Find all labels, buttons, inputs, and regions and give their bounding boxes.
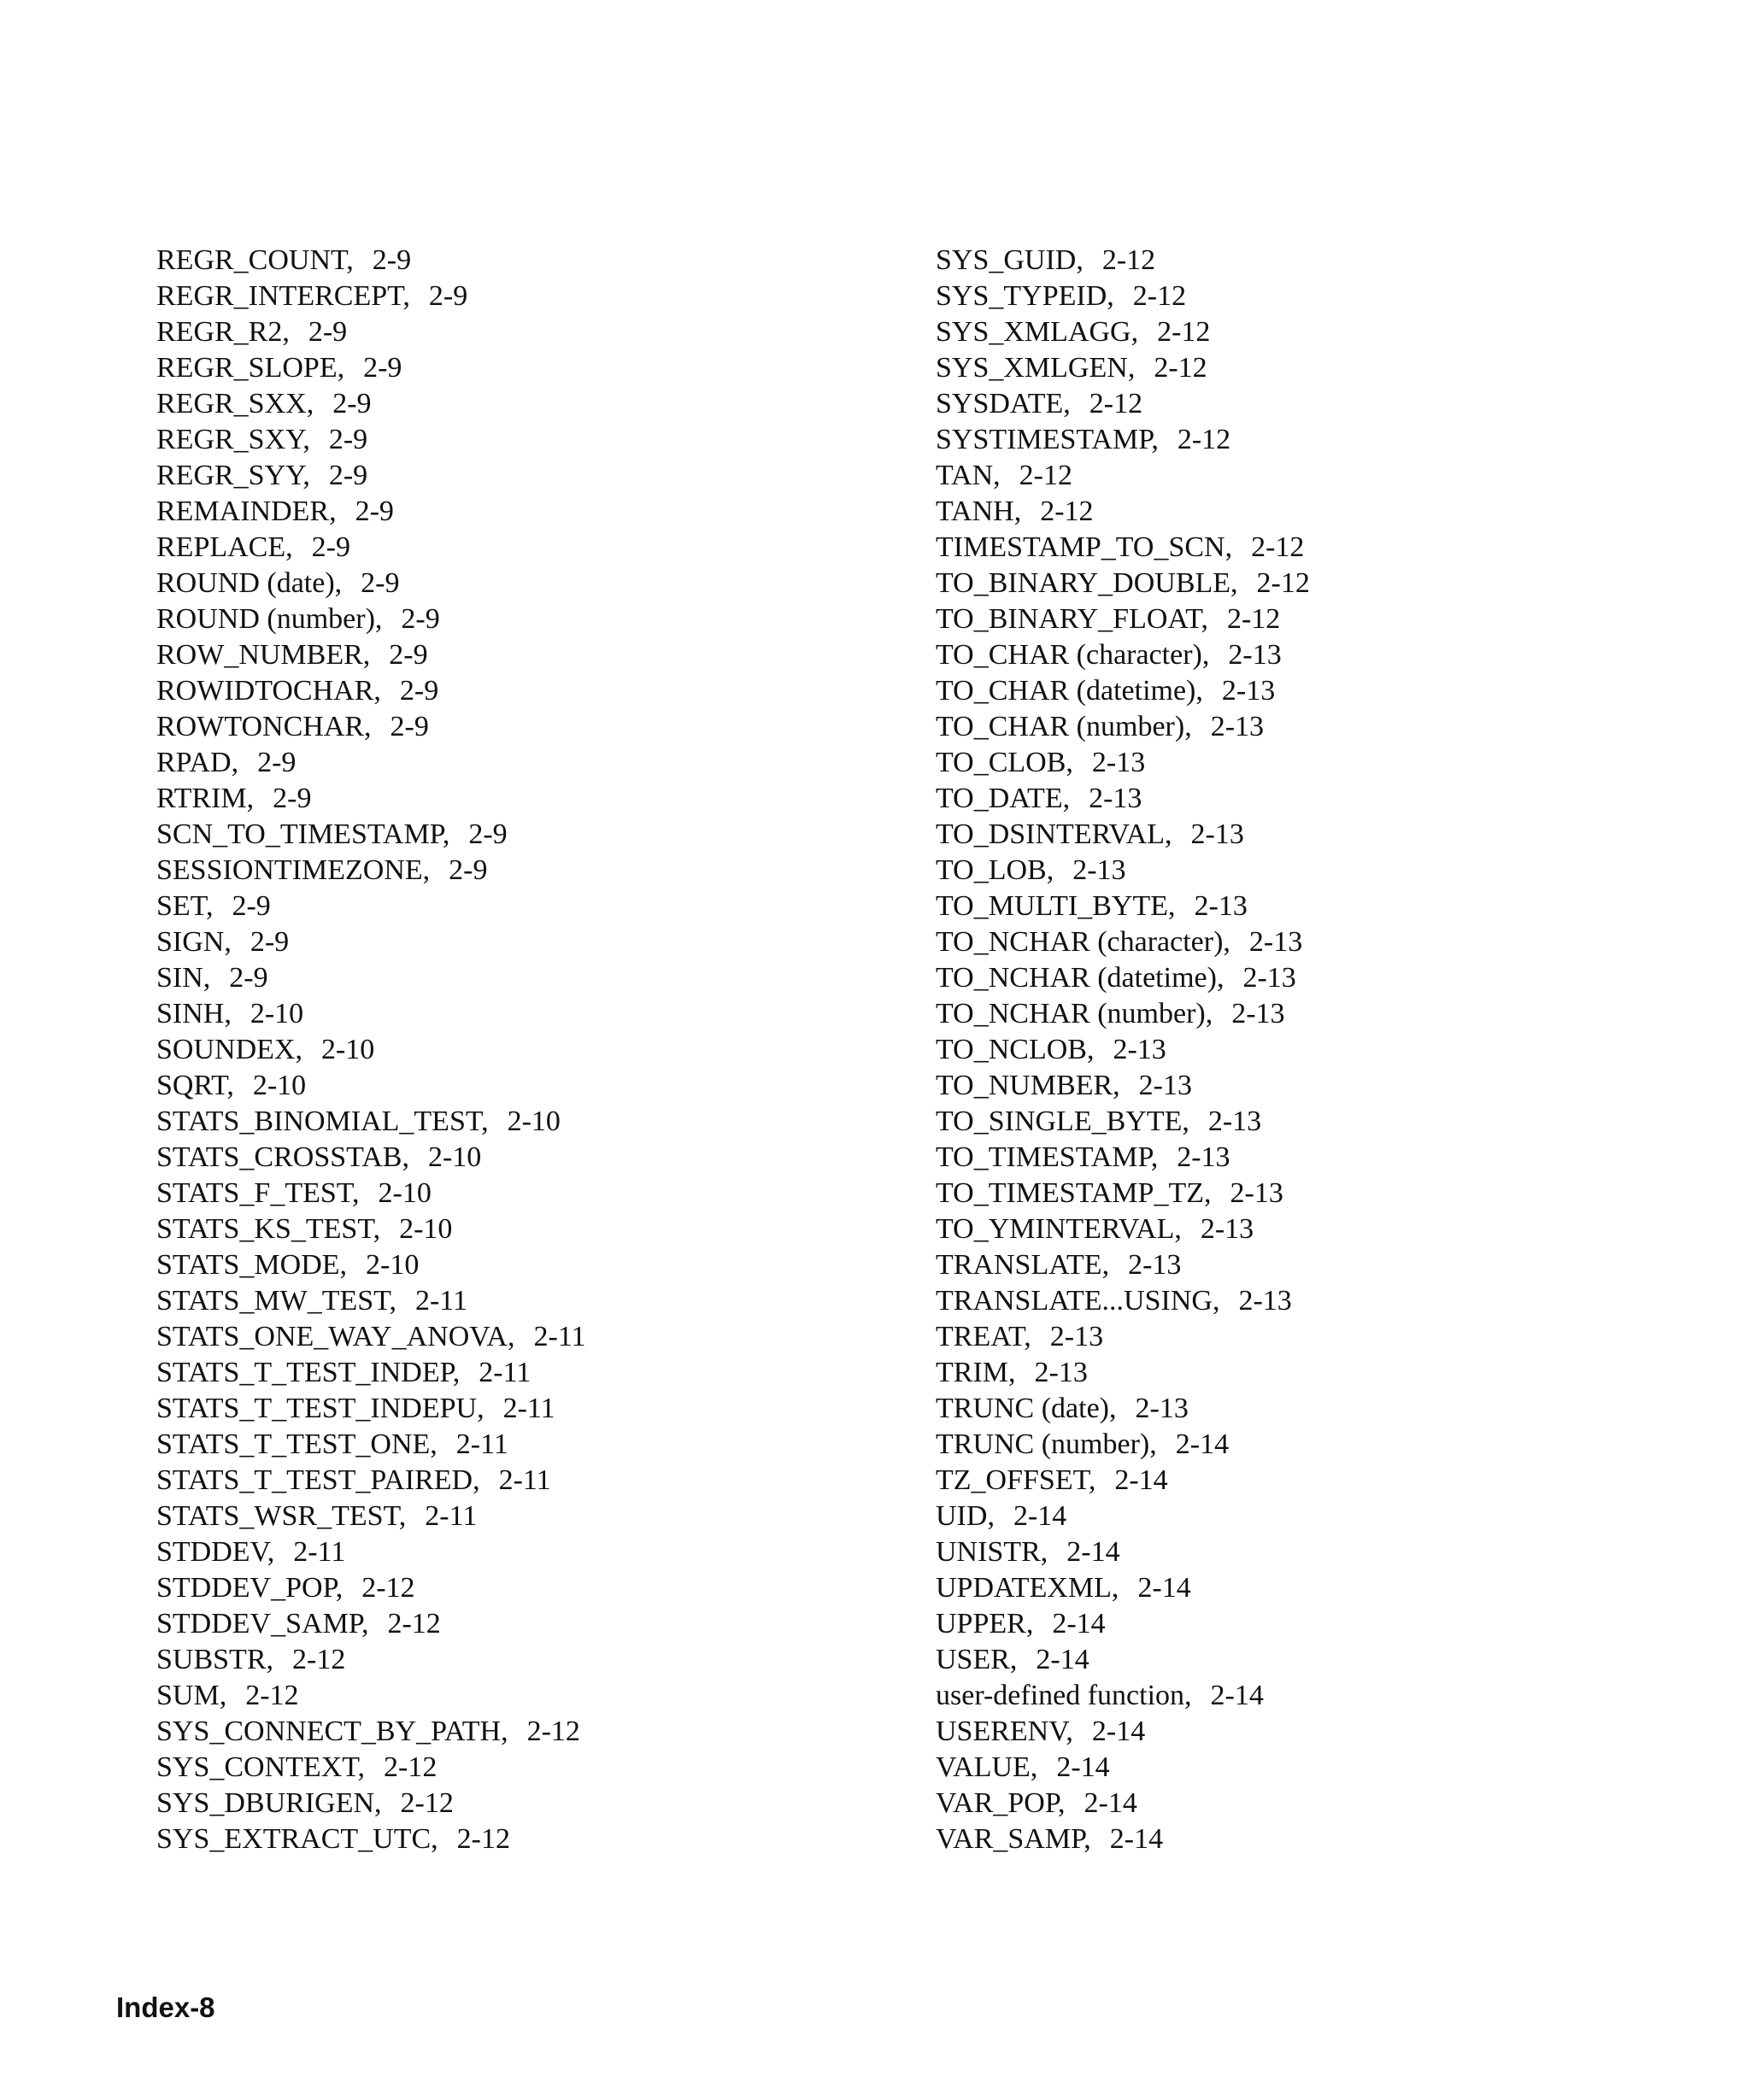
index-term: TO_NUMBER <box>936 1070 1113 1101</box>
index-entry: SINH, 2-10 <box>156 998 304 1029</box>
index-entry: SET, 2-9 <box>156 890 271 922</box>
index-page-ref[interactable]: 2-11 <box>479 1357 531 1388</box>
index-term: STDDEV_SAMP <box>156 1608 361 1640</box>
index-page-ref[interactable]: 2-9 <box>399 675 439 707</box>
index-page-ref[interactable]: 2-12 <box>384 1751 438 1783</box>
index-term: STATS_T_TEST_PAIRED <box>156 1464 473 1496</box>
index-entry: STATS_MW_TEST, 2-11 <box>156 1285 467 1317</box>
index-entry: TO_CLOB, 2-13 <box>936 747 1146 778</box>
index-term: REGR_R2 <box>156 316 283 348</box>
index-page-ref[interactable]: 2-9 <box>273 783 312 814</box>
index-entry: UNISTR, 2-14 <box>936 1536 1120 1568</box>
index-term: SYSTIMESTAMP <box>936 424 1152 455</box>
index-page-ref[interactable]: 2-13 <box>1091 747 1146 778</box>
index-entry: SYS_CONNECT_BY_PATH, 2-12 <box>156 1716 580 1747</box>
index-page-ref[interactable]: 2-12 <box>1089 388 1143 419</box>
index-term: STDDEV <box>156 1536 267 1568</box>
index-page-ref[interactable]: 2-13 <box>1207 1106 1262 1137</box>
index-entry: TO_BINARY_DOUBLE, 2-12 <box>936 567 1310 599</box>
index-term: UPDATEXML <box>936 1572 1112 1604</box>
index-page-ref[interactable]: 2-13 <box>1138 1070 1192 1101</box>
index-term: TO_YMINTERVAL <box>936 1213 1175 1245</box>
index-column-left <box>156 243 586 1857</box>
index-entry: STATS_ONE_WAY_ANOVA, 2-11 <box>156 1321 586 1352</box>
index-term: UID <box>936 1500 988 1532</box>
index-term: STATS_MODE <box>156 1249 340 1281</box>
index-entry: SYS_TYPEID, 2-12 <box>936 280 1187 312</box>
index-entry: ROWTONCHAR, 2-9 <box>156 711 429 742</box>
index-entry: REGR_SLOPE, 2-9 <box>156 352 402 384</box>
index-page-ref[interactable]: 2-9 <box>250 926 290 958</box>
index-term: TRIM <box>936 1357 1008 1388</box>
index-entry: TO_TIMESTAMP_TZ, 2-13 <box>936 1177 1283 1209</box>
index-term: STATS_ONE_WAY_ANOVA <box>156 1321 508 1352</box>
index-page-ref[interactable]: 2-11 <box>498 1464 551 1496</box>
index-entry: STDDEV_POP, 2-12 <box>156 1572 415 1604</box>
index-term: SYS_TYPEID <box>936 280 1107 312</box>
index-term: REGR_SLOPE <box>156 352 338 384</box>
index-term: TO_LOB <box>936 854 1047 886</box>
index-entry: STATS_F_TEST, 2-10 <box>156 1177 432 1209</box>
index-entry: REPLACE, 2-9 <box>156 531 350 563</box>
index-page-ref[interactable]: 2-14 <box>1056 1751 1110 1783</box>
index-page-ref[interactable]: 2-14 <box>1052 1608 1106 1640</box>
index-term: SESSIONTIMEZONE <box>156 854 423 886</box>
index-entry: ROW_NUMBER, 2-9 <box>156 639 428 671</box>
index-term: SIN <box>156 962 203 994</box>
index-entry: UID, 2-14 <box>936 1500 1067 1532</box>
index-page-ref[interactable]: 2-13 <box>1230 1177 1283 1209</box>
index-page-ref[interactable]: 2-14 <box>1036 1644 1089 1675</box>
index-term: VAR_SAMP <box>936 1823 1084 1855</box>
index-page-ref[interactable]: 2-9 <box>257 747 297 778</box>
index-page-ref[interactable]: 2-11 <box>414 1285 467 1317</box>
index-page-ref[interactable]: 2-13 <box>1177 1141 1230 1173</box>
index-term: REGR_INTERCEPT <box>156 280 403 312</box>
index-entry: TIMESTAMP_TO_SCN, 2-12 <box>936 531 1305 563</box>
index-entry: SOUNDEX, 2-10 <box>156 1034 375 1065</box>
index-page-ref[interactable]: 2-14 <box>1109 1823 1164 1855</box>
index-page-ref[interactable]: 2-12 <box>1154 352 1207 384</box>
index-entry: ROWIDTOCHAR, 2-9 <box>156 675 439 707</box>
index-entry: TO_DSINTERVAL, 2-13 <box>936 818 1244 850</box>
index-entry: USERENV, 2-14 <box>936 1716 1146 1747</box>
index-term: TO_SINGLE_BYTE <box>936 1106 1183 1137</box>
index-term: SOUNDEX <box>156 1034 296 1065</box>
index-page-ref[interactable]: 2-10 <box>507 1106 561 1137</box>
index-term: STATS_WSR_TEST <box>156 1500 399 1532</box>
index-entry: USER, 2-14 <box>936 1644 1089 1675</box>
page-footer-label: Index-8 <box>116 1991 215 2023</box>
index-entry: TANH, 2-12 <box>936 496 1094 527</box>
index-term: SUBSTR <box>156 1644 267 1675</box>
index-term: USER <box>936 1644 1010 1675</box>
index-entry: SYS_DBURIGEN, 2-12 <box>156 1787 454 1819</box>
index-entry: TRANSLATE...USING, 2-13 <box>936 1285 1292 1317</box>
index-entry: SYSTIMESTAMP, 2-12 <box>936 424 1231 455</box>
index-term: REGR_SXY <box>156 424 303 455</box>
index-page-ref[interactable]: 2-13 <box>1200 1213 1254 1245</box>
index-term: TO_TIMESTAMP <box>936 1141 1151 1173</box>
index-page-ref[interactable]: 2-11 <box>425 1500 478 1532</box>
index-page-ref[interactable]: 2-9 <box>311 531 350 563</box>
index-page-ref[interactable]: 2-12 <box>292 1644 346 1675</box>
index-term: SYSDATE <box>936 388 1064 419</box>
index-page-ref[interactable]: 2-10 <box>252 1070 307 1101</box>
index-term: RTRIM <box>156 783 247 814</box>
index-entry: TO_LOB, 2-13 <box>936 854 1126 886</box>
index-entry: user-defined function, 2-14 <box>936 1680 1264 1711</box>
index-entry: TRANSLATE, 2-13 <box>936 1249 1182 1281</box>
index-entry: SIN, 2-9 <box>156 962 268 994</box>
index-entry: SQRT, 2-10 <box>156 1070 307 1101</box>
index-entry: SIGN, 2-9 <box>156 926 290 958</box>
index-term: TREAT <box>936 1321 1025 1352</box>
index-column-right <box>936 243 1310 1857</box>
index-page-ref[interactable]: 2-14 <box>1114 1464 1168 1496</box>
index-entry: SUM, 2-12 <box>156 1680 299 1711</box>
index-term: TRANSLATE...USING <box>936 1285 1213 1317</box>
index-term: TO_CHAR (datetime) <box>936 675 1196 707</box>
index-page-ref[interactable]: 2-13 <box>1228 639 1282 671</box>
index-term: ROUND (date) <box>156 567 335 599</box>
index-page-ref[interactable]: 2-9 <box>332 388 372 419</box>
index-entry: SESSIONTIMEZONE, 2-9 <box>156 854 488 886</box>
index-term: TO_BINARY_FLOAT <box>936 603 1201 635</box>
index-page-ref[interactable]: 2-12 <box>1040 496 1094 527</box>
index-term: TO_NCLOB <box>936 1034 1087 1065</box>
index-term: TO_TIMESTAMP_TZ <box>936 1177 1204 1209</box>
index-term: TO_CLOB <box>936 747 1066 778</box>
index-term: REGR_SYY <box>156 460 303 491</box>
index-term: TO_BINARY_DOUBLE <box>936 567 1231 599</box>
index-entry: TO_CHAR (character), 2-13 <box>936 639 1282 671</box>
index-entry: TRIM, 2-13 <box>936 1357 1088 1388</box>
index-term: STATS_MW_TEST <box>156 1285 390 1317</box>
index-term: REGR_SXX <box>156 388 307 419</box>
index-entry: REGR_SYY, 2-9 <box>156 460 368 491</box>
index-term: TO_DATE <box>936 783 1063 814</box>
index-page-ref[interactable]: 2-12 <box>245 1680 299 1711</box>
index-term: ROW_NUMBER <box>156 639 363 671</box>
index-entry: STATS_KS_TEST, 2-10 <box>156 1213 453 1245</box>
index-entry: STATS_CROSSTAB, 2-10 <box>156 1141 482 1173</box>
index-term: UPPER <box>936 1608 1026 1640</box>
index-page-ref[interactable]: 2-11 <box>533 1321 586 1352</box>
index-term: TRUNC (number) <box>936 1428 1150 1460</box>
index-page-ref[interactable]: 2-13 <box>1194 890 1248 922</box>
index-entry: SYS_XMLAGG, 2-12 <box>936 316 1211 348</box>
index-entry: REGR_INTERCEPT, 2-9 <box>156 280 468 312</box>
index-page-ref[interactable]: 2-9 <box>232 890 271 922</box>
index-entry: TO_MULTI_BYTE, 2-13 <box>936 890 1248 922</box>
index-page-ref[interactable]: 2-14 <box>1175 1428 1230 1460</box>
index-page-ref[interactable]: 2-12 <box>1226 603 1281 635</box>
index-entry: TZ_OFFSET, 2-14 <box>936 1464 1168 1496</box>
index-entry: TO_NCHAR (number), 2-13 <box>936 998 1285 1029</box>
index-term: TO_MULTI_BYTE <box>936 890 1168 922</box>
index-page-ref[interactable]: 2-11 <box>455 1428 508 1460</box>
index-entry: TAN, 2-12 <box>936 460 1072 491</box>
index-page-ref[interactable]: 2-14 <box>1210 1680 1264 1711</box>
index-page-ref[interactable]: 2-12 <box>1251 531 1305 563</box>
index-term: REGR_COUNT <box>156 244 347 276</box>
index-page-ref[interactable]: 2-12 <box>1101 244 1156 276</box>
index-page-ref[interactable]: 2-9 <box>363 352 402 384</box>
index-entry: UPPER, 2-14 <box>936 1608 1106 1640</box>
index-page-ref[interactable]: 2-12 <box>1256 567 1310 599</box>
index-page-ref[interactable]: 2-9 <box>308 316 348 348</box>
index-page-ref[interactable]: 2-13 <box>1231 998 1285 1029</box>
index-entry: TO_BINARY_FLOAT, 2-12 <box>936 603 1281 635</box>
index-page-ref[interactable]: 2-13 <box>1248 926 1303 958</box>
index-entry: REMAINDER, 2-9 <box>156 496 394 527</box>
index-entry: TO_CHAR (number), 2-13 <box>936 711 1265 742</box>
index-page-ref[interactable]: 2-13 <box>1089 783 1142 814</box>
index-page-ref[interactable]: 2-12 <box>387 1608 441 1640</box>
index-term: ROUND (number) <box>156 603 375 635</box>
index-entry: TO_NCHAR (character), 2-13 <box>936 926 1303 958</box>
index-entry: ROUND (date), 2-9 <box>156 567 400 599</box>
index-entry: SUBSTR, 2-12 <box>156 1644 346 1675</box>
index-entry: TRUNC (number), 2-14 <box>936 1428 1230 1460</box>
index-term: ROWTONCHAR <box>156 711 365 742</box>
index-page-ref[interactable]: 2-14 <box>1066 1536 1120 1568</box>
index-page-ref[interactable]: 2-9 <box>355 496 394 527</box>
index-entry: STATS_T_TEST_INDEPU, 2-11 <box>156 1393 555 1424</box>
index-page-ref[interactable]: 2-9 <box>389 639 428 671</box>
index-page-ref[interactable]: 2-10 <box>399 1213 453 1245</box>
index-term: TO_CHAR (character) <box>936 639 1202 671</box>
index-page-ref[interactable]: 2-13 <box>1190 818 1244 850</box>
index-term: SYS_CONNECT_BY_PATH <box>156 1716 502 1747</box>
index-term: TO_NCHAR (character) <box>936 926 1224 958</box>
index-term: SYS_CONTEXT <box>156 1751 358 1783</box>
index-term: ROWIDTOCHAR <box>156 675 374 707</box>
index-page-ref[interactable]: 2-12 <box>361 1572 415 1604</box>
index-term: TANH <box>936 496 1014 527</box>
index-page-ref[interactable]: 2-10 <box>427 1141 482 1173</box>
index-page-ref[interactable]: 2-13 <box>1135 1393 1189 1424</box>
index-page-ref[interactable]: 2-14 <box>1137 1572 1191 1604</box>
index-entry: TO_TIMESTAMP, 2-13 <box>936 1141 1230 1173</box>
index-term: SYS_XMLAGG <box>936 316 1131 348</box>
index-page-ref[interactable]: 2-13 <box>1128 1249 1182 1281</box>
index-page-ref[interactable]: 2-11 <box>502 1393 555 1424</box>
index-entry: RTRIM, 2-9 <box>156 783 312 814</box>
index-page-ref[interactable]: 2-12 <box>456 1823 510 1855</box>
index-entry: SYS_CONTEXT, 2-12 <box>156 1751 438 1783</box>
index-entry: TO_DATE, 2-13 <box>936 783 1142 814</box>
index-page-ref[interactable]: 2-14 <box>1083 1787 1137 1819</box>
index-term: TIMESTAMP_TO_SCN <box>936 531 1225 563</box>
index-entry: STATS_MODE, 2-10 <box>156 1249 420 1281</box>
index-page-ref[interactable]: 2-12 <box>1157 316 1211 348</box>
index-page-ref[interactable]: 2-9 <box>390 711 429 742</box>
index-term: VALUE <box>936 1751 1031 1783</box>
index-page-ref[interactable]: 2-9 <box>428 280 468 312</box>
index-term: SINH <box>156 998 225 1029</box>
index-term: TRANSLATE <box>936 1249 1102 1281</box>
index-term: REPLACE <box>156 531 286 563</box>
index-page-ref[interactable]: 2-14 <box>1091 1716 1146 1747</box>
index-page-ref[interactable]: 2-13 <box>1113 1034 1166 1065</box>
index-term: SCN_TO_TIMESTAMP <box>156 818 443 850</box>
index-page-ref[interactable]: 2-10 <box>366 1249 420 1281</box>
index-page-ref[interactable]: 2-12 <box>1177 424 1231 455</box>
index-page-ref[interactable]: 2-10 <box>378 1177 432 1209</box>
index-entry: STATS_WSR_TEST, 2-11 <box>156 1500 478 1532</box>
index-page-ref[interactable]: 2-10 <box>250 998 304 1029</box>
index-page-ref[interactable]: 2-14 <box>1013 1500 1067 1532</box>
index-term: STATS_T_TEST_INDEPU <box>156 1393 478 1424</box>
index-entry: STDDEV_SAMP, 2-12 <box>156 1608 441 1640</box>
index-page-ref[interactable]: 2-9 <box>361 567 400 599</box>
index-page-ref[interactable]: 2-13 <box>1034 1357 1088 1388</box>
index-page-ref[interactable]: 2-9 <box>229 962 268 994</box>
index-entry: RPAD, 2-9 <box>156 747 297 778</box>
index-page-ref[interactable]: 2-13 <box>1242 962 1296 994</box>
index-page-ref[interactable]: 2-9 <box>468 818 508 850</box>
index-term: SQRT <box>156 1070 227 1101</box>
index-page-ref[interactable]: 2-12 <box>400 1787 454 1819</box>
index-term: TO_NCHAR (datetime) <box>936 962 1217 994</box>
index-page-ref[interactable]: 2-12 <box>1019 460 1072 491</box>
index-page-ref[interactable]: 2-12 <box>1132 280 1187 312</box>
index-entry: VALUE, 2-14 <box>936 1751 1110 1783</box>
index-page-ref[interactable]: 2-13 <box>1210 711 1265 742</box>
index-entry: TO_NUMBER, 2-13 <box>936 1070 1192 1101</box>
index-term: TO_DSINTERVAL <box>936 818 1166 850</box>
index-term: VAR_POP <box>936 1787 1059 1819</box>
index-entry: STDDEV, 2-11 <box>156 1536 346 1568</box>
index-term: STATS_BINOMIAL_TEST <box>156 1106 482 1137</box>
index-term: STATS_KS_TEST <box>156 1213 373 1245</box>
index-term: TAN <box>936 460 994 491</box>
index-term: TO_NCHAR (number) <box>936 998 1206 1029</box>
index-entry: STATS_T_TEST_ONE, 2-11 <box>156 1428 508 1460</box>
index-term: USERENV <box>936 1716 1066 1747</box>
index-term: SYS_XMLGEN <box>936 352 1128 384</box>
index-entry: REGR_SXY, 2-9 <box>156 424 368 455</box>
index-page-ref[interactable]: 2-12 <box>526 1716 580 1747</box>
index-entry: TRUNC (date), 2-13 <box>936 1393 1189 1424</box>
index-term: STDDEV_POP <box>156 1572 336 1604</box>
index-term: SYS_GUID <box>936 244 1077 276</box>
index-page-ref[interactable]: 2-13 <box>1221 675 1276 707</box>
index-page-ref[interactable]: 2-10 <box>320 1034 375 1065</box>
index-term: TO_CHAR (number) <box>936 711 1185 742</box>
index-entry: TO_CHAR (datetime), 2-13 <box>936 675 1276 707</box>
index-entry: TO_NCLOB, 2-13 <box>936 1034 1166 1065</box>
index-page-ref[interactable]: 2-13 <box>1049 1321 1104 1352</box>
index-entry: STATS_T_TEST_INDEP, 2-11 <box>156 1357 531 1388</box>
index-term: user-defined function <box>936 1680 1185 1711</box>
index-page-ref[interactable]: 2-11 <box>293 1536 346 1568</box>
index-entry: UPDATEXML, 2-14 <box>936 1572 1191 1604</box>
index-term: TRUNC (date) <box>936 1393 1110 1424</box>
index-page-ref[interactable]: 2-9 <box>372 244 412 276</box>
index-page-ref[interactable]: 2-13 <box>1072 854 1126 886</box>
index-entry: VAR_POP, 2-14 <box>936 1787 1137 1819</box>
index-term: REMAINDER <box>156 496 330 527</box>
index-page-ref[interactable]: 2-9 <box>328 460 368 491</box>
index-entry: STATS_BINOMIAL_TEST, 2-10 <box>156 1106 561 1137</box>
index-term: UNISTR <box>936 1536 1041 1568</box>
index-entry: TO_NCHAR (datetime), 2-13 <box>936 962 1296 994</box>
index-entry: SYS_EXTRACT_UTC, 2-12 <box>156 1823 510 1855</box>
index-entry: SYS_XMLGEN, 2-12 <box>936 352 1207 384</box>
index-page-ref[interactable]: 2-9 <box>401 603 440 635</box>
index-entry: ROUND (number), 2-9 <box>156 603 440 635</box>
index-entry: TO_SINGLE_BYTE, 2-13 <box>936 1106 1262 1137</box>
index-term: STATS_T_TEST_INDEP <box>156 1357 453 1388</box>
index-term: RPAD <box>156 747 232 778</box>
index-page-ref[interactable]: 2-13 <box>1238 1285 1292 1317</box>
index-entry: REGR_SXX, 2-9 <box>156 388 372 419</box>
index-entry: REGR_COUNT, 2-9 <box>156 244 412 276</box>
index-term: SIGN <box>156 926 225 958</box>
index-entry: VAR_SAMP, 2-14 <box>936 1823 1164 1855</box>
index-term: SUM <box>156 1680 220 1711</box>
index-page-ref[interactable]: 2-9 <box>449 854 488 886</box>
index-entry: TO_YMINTERVAL, 2-13 <box>936 1213 1254 1245</box>
index-term: SYS_EXTRACT_UTC <box>156 1823 432 1855</box>
index-term: SET <box>156 890 206 922</box>
index-term: SYS_DBURIGEN <box>156 1787 375 1819</box>
index-term: TZ_OFFSET <box>936 1464 1089 1496</box>
index-term: STATS_CROSSTAB <box>156 1141 402 1173</box>
index-term: STATS_T_TEST_ONE <box>156 1428 431 1460</box>
index-entry: SYS_GUID, 2-12 <box>936 244 1156 276</box>
index-entry: STATS_T_TEST_PAIRED, 2-11 <box>156 1464 551 1496</box>
index-entry: TREAT, 2-13 <box>936 1321 1104 1352</box>
index-term: STATS_F_TEST <box>156 1177 353 1209</box>
index-entry: SCN_TO_TIMESTAMP, 2-9 <box>156 818 508 850</box>
index-entry: REGR_R2, 2-9 <box>156 316 348 348</box>
index-page-ref[interactable]: 2-9 <box>328 424 368 455</box>
index-entry: SYSDATE, 2-12 <box>936 388 1143 419</box>
